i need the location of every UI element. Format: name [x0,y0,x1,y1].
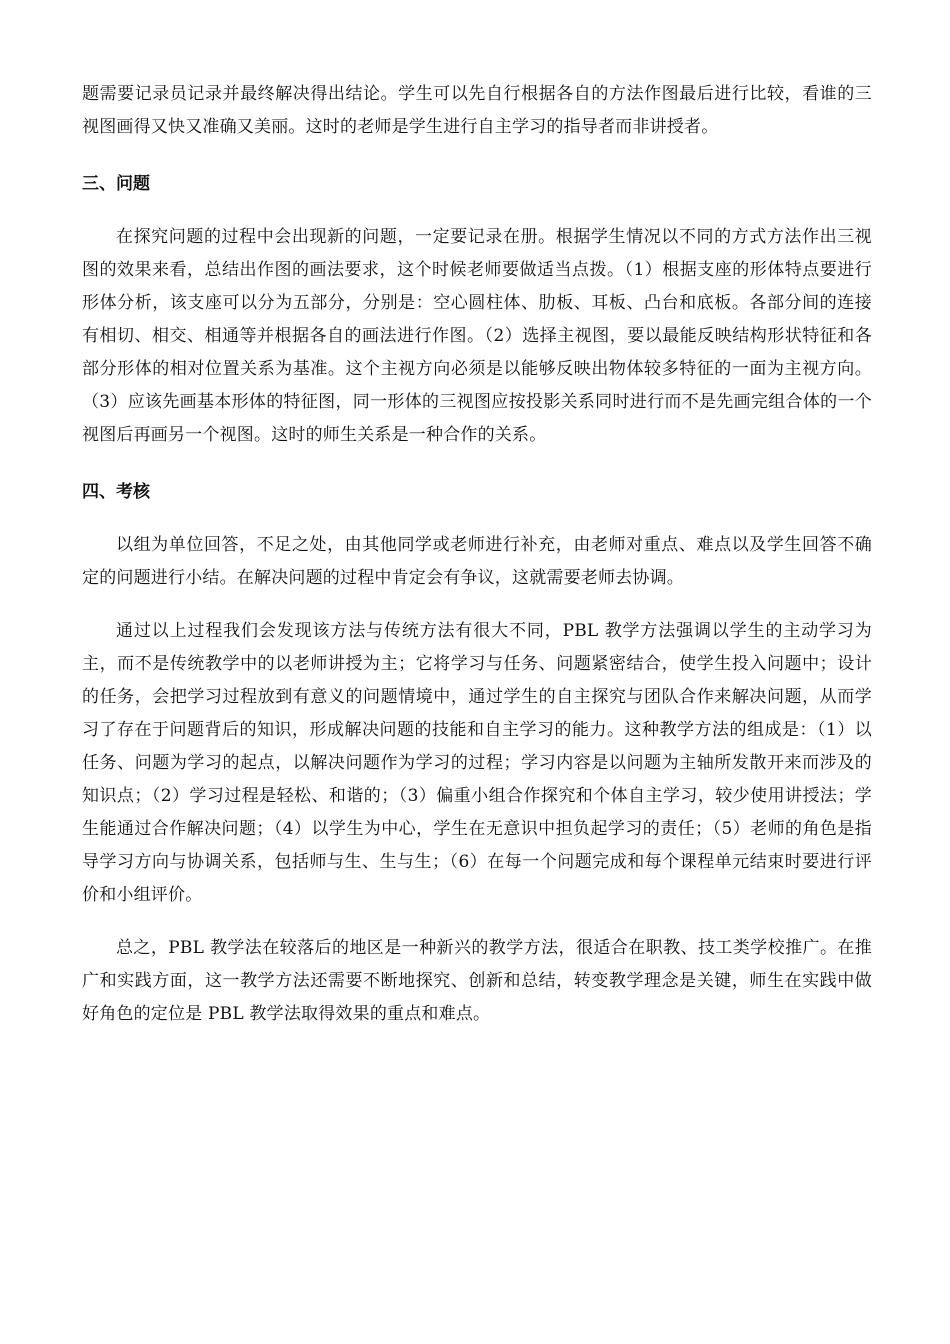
paragraph-assessment: 以组为单位回答，不足之处，由其他同学或老师进行补充，由老师对重点、难点以及学生回答不确定的问题进行小结。在解决问题的过程中肯定会有争议，这就需要老师去协调。 [82,535,872,588]
paragraph-problem: 在探究问题的过程中会出现新的问题，一定要记录在册。根据学生情况以不同的方式方法作出三视图的效果来看，总结出作图的画法要求，这个时候老师要做适当点拨。（1）根据支座的形体特点要进行形体分析，该支座可以分为五部分，分别是：空心圆柱体、肋板、耳板、凸台和底板。各部分间的连接有相切、相交、相通等并根据各自的画法进行作图。（2）选择主视图，要以最能反映结构形状特征和各部分形体的相对位置关系为基准。这个主视方向必须是以能够反映出物体较多特征的一面为主视方向。（3）应该先画基本形体的特征图，同一形体的三视图应按投影关系同时进行而不是先画完组合体的一个视图后再画另一个视图。这时的师生关系是一种合作的关系。 [82,227,872,445]
document-page [82,78,872,1031]
section-heading-assessment: 四、考核 [82,482,150,502]
paragraph-intro: 题需要记录员记录并最终解决得出结论。学生可以先自行根据各自的方法作图最后进行比较，看谁的三视图画得又快又准确又美丽。这时的老师是学生进行自主学习的指导者而非讲授者。 [82,84,872,137]
section-heading-problem: 三、问题 [82,174,150,194]
paragraph-conclusion: 总之，PBL 教学法在较落后的地区是一种新兴的教学方法，很适合在职教、技工类学校推广。在推广和实践方面，这一教学方法还需要不断地探究、创新和总结，转变教学理念是关键，师生在实践中做好角色的定位是 PBL 教学法取得效果的重点和难点。 [82,938,872,1024]
paragraph-pbl-comparison: 通过以上过程我们会发现该方法与传统方法有很大不同，PBL 教学方法强调以学生的主动学习为主，而不是传统教学中的以老师讲授为主；它将学习与任务、问题紧密结合，使学生投入问题中；设计的任务，会把学习过程放到有意义的问题情境中，通过学生的自主探究与团队合作来解决问题，从而学习了存在于问题背后的知识，形成解决问题的技能和自主学习的能力。这种教学方法的组成是：（1）以任务、问题为学习的起点，以解决问题作为学习的过程；学习内容是以问题为主轴所发散开来而涉及的知识点；（2）学习过程是轻松、和谐的；（3）偏重小组合作探究和个体自主学习，较少使用讲授法；学生能通过合作解决问题；（4）以学生为中心，学生在无意识中担负起学习的责任；（5）老师的角色是指导学习方向与协调关系，包括师与生、生与生；（6）在每一个问题完成和每个课程单元结束时要进行评价和小组评价。 [82,621,872,905]
